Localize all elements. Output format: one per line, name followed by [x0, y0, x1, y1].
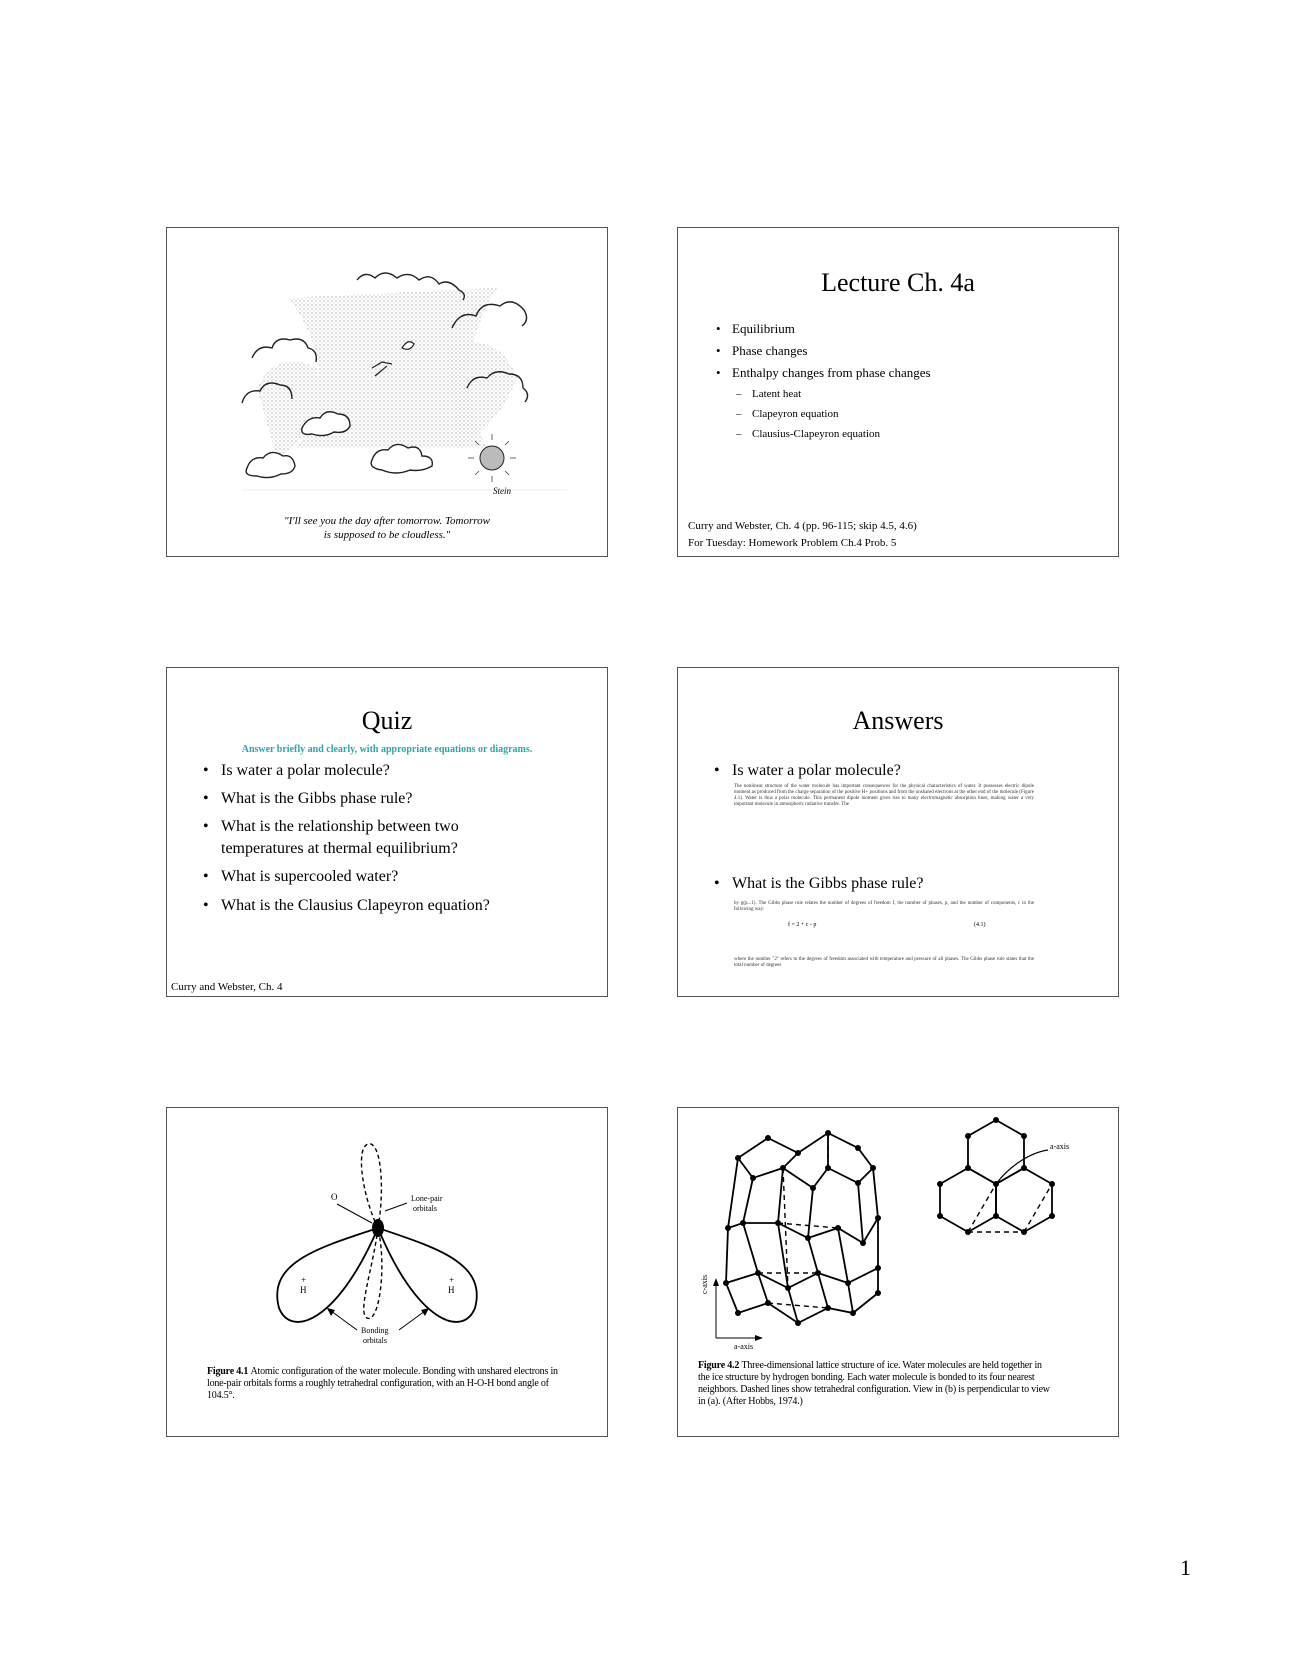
label-h2-plus: + [449, 1275, 455, 1285]
quiz-question: • What is the Gibbs phase rule? [203, 790, 413, 807]
ice-caption-line1: Three-dimensional lattice structure of ice. Water molecules are held together in [741, 1360, 1042, 1371]
quiz-question: • What is the relationship between two [203, 818, 459, 835]
lecture-bullet: • Enthalpy changes from phase changes [716, 365, 931, 380]
label-lone-pair-2: orbitals [413, 1204, 437, 1213]
answers-text-1: The nonlinear structure of the water molecule has important consequences for the physical characteristics of water. It possesses electric dipole moment as produced from the charge separation of the positive H+ positions and from the unshared electrons at the other end of the molecule (Figure 4.1). Water is thus a polar molecule. This permanent dipole moment gives rise to many electromagnetic absorption lines, making water a very important molecule in atmospheric radiative transfer. The [734, 784, 1034, 807]
answers-question-2: • What is the Gibbs phase rule? [714, 875, 924, 892]
quiz-title: Quiz [361, 706, 413, 735]
ice-caption-line4: in (a). (After Hobbs, 1974.) [698, 1396, 803, 1407]
lecture-footer-line2: For Tuesday: Homework Problem Ch.4 Prob. 5 [688, 537, 897, 549]
lecture-subbullet: – Latent heat [736, 388, 802, 400]
slide-lecture [677, 227, 1119, 557]
ice-caption-line3: neighbors. Dashed lines show tetrahedral configuration. View in (b) is perpendicular to view [698, 1384, 1050, 1395]
ice-caption [698, 1360, 1108, 1408]
slide-quiz [166, 667, 608, 997]
orbital-caption [207, 1366, 587, 1402]
answers-equation-number: (4.1) [974, 922, 986, 928]
orbital-caption-line3: 104.5°. [207, 1390, 235, 1401]
slide-cartoon [166, 227, 608, 557]
lecture-footer-line1: Curry and Webster, Ch. 4 (pp. 96-115; skip 4.5, 4.6) [688, 520, 917, 532]
label-h2: H [448, 1285, 455, 1295]
answers-question-1: • Is water a polar molecule? [714, 762, 901, 779]
ice-caption-line2: the ice structure by hydrogen bonding. Each water molecule is bonded to its four nearest [698, 1372, 1035, 1383]
quiz-instruction: Answer briefly and clearly, with appropriate equations or diagrams. [241, 744, 533, 755]
lecture-subbullet: – Clausius-Clapeyron equation [736, 428, 881, 440]
orbital-caption-label: Figure 4.1 [207, 1366, 249, 1377]
ice-caption-label: Figure 4.2 [698, 1360, 740, 1371]
cartoon-caption-line2: is supposed to be cloudless." [323, 529, 451, 541]
answers-text-3: where the number "2" refers to the degrees of freedom associated with temperature and pressure of all phases. The Gibbs phase rule states that the total number of degrees [734, 957, 1034, 968]
label-c-axis: c-axis [700, 1274, 709, 1294]
slide-ice-lattice [677, 1107, 1119, 1437]
lecture-bullet: • Equilibrium [716, 321, 795, 336]
orbital-caption-line1: Atomic configuration of the water molecule. Bonding with unshared electrons in [250, 1366, 558, 1377]
label-lone-pair-1: Lone-pair [411, 1194, 443, 1203]
cartoon-caption-line1: "I'll see you the day after tomorrow. Tomorrow [284, 515, 490, 527]
orbital-caption-line2: lone-pair orbitals forms a roughly tetrahedral configuration, with an H-O-H bond angle of [207, 1378, 549, 1389]
label-h1: H [300, 1285, 307, 1295]
cartoon-illustration [167, 228, 608, 557]
lecture-bullet: • Phase changes [716, 343, 808, 358]
quiz-question: • What is the Clausius Clapeyron equation? [203, 897, 490, 914]
answers-text-2: by g(p...1). The Gibbs phase rule relates the number of degrees of freedom f, the number of phases, p, and the number of components, c in the following way: [734, 901, 1034, 912]
label-bonding-2: orbitals [363, 1336, 387, 1345]
slide-answers [677, 667, 1119, 997]
page-number: 1 [1180, 1555, 1191, 1580]
answers-equation: f = 2 + c - p [788, 922, 817, 928]
quiz-question: • What is supercooled water? [203, 868, 399, 885]
lecture-subbullet: – Clapeyron equation [736, 408, 839, 420]
label-h1-plus: + [301, 1275, 307, 1285]
quiz-question-cont: temperatures at thermal equilibrium? [221, 840, 458, 857]
label-o: O [331, 1192, 338, 1202]
quiz-footer: Curry and Webster, Ch. 4 [171, 981, 283, 993]
label-bonding-1: Bonding [361, 1326, 389, 1335]
answers-title: Answers [852, 706, 944, 735]
label-a-axis-right: a-axis [1050, 1142, 1070, 1151]
label-a-axis: a-axis [734, 1342, 754, 1351]
lecture-title: Lecture Ch. 4a [821, 268, 975, 297]
cartoon-signature: Stein [493, 486, 511, 496]
slide-orbitals [166, 1107, 608, 1437]
quiz-question: • Is water a polar molecule? [203, 762, 390, 779]
